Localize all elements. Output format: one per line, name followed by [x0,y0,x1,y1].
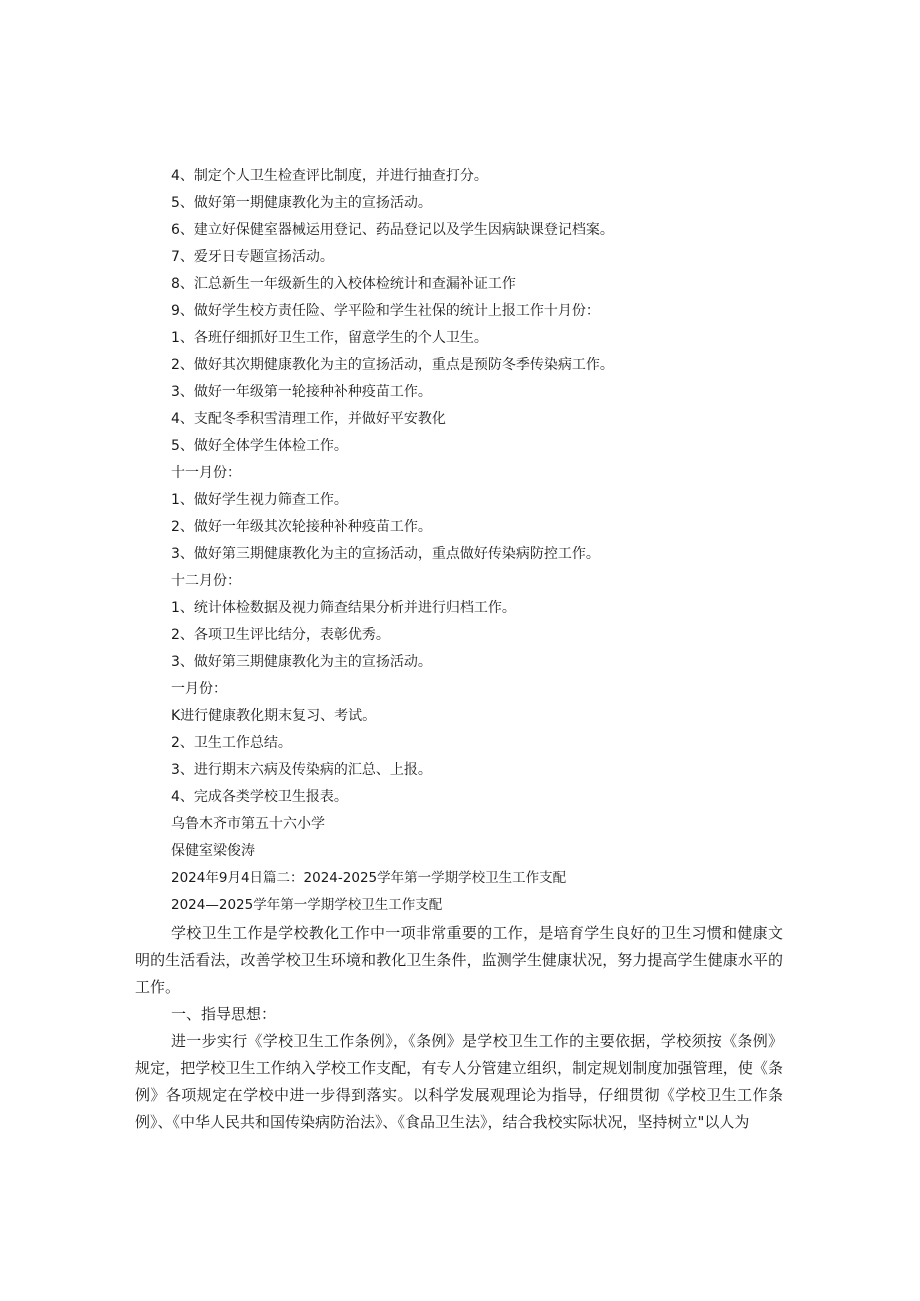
month-heading: 十二月份： [171,573,241,589]
list-item: 7、爱牙日专题宣扬活动。 [171,249,334,265]
list-item: 6、建立好保健室器械运用登记、药品登记以及学生因病缺课登记档案。 [171,222,614,238]
guidance-paragraph: 进一步实行《学校卫生工作条例》，《条例》是学校卫生工作的主要依据，学校须按《条例》规定，把学校卫生工作纳入学校工作支配，有专人分管建立组织，制定规划制度加强管理，使《条例》各项规定在学校中进一步得到落实。以科学发展观理论为指导，仔细贯彻《学校卫生工作条例》、《中华人民共和国传染病防治法》、《食品卫生法》，结合我校实际状况，坚持树立"以人为 [135,1032,783,1131]
list-item: 4、完成各类学校卫生报表。 [171,789,348,805]
author-signature: 保健室梁俊涛 [171,843,255,859]
list-item: 3、做好一年级第一轮接种补种疫苗工作。 [171,384,432,400]
list-item: 4、制定个人卫生检查评比制度，并进行抽查打分。 [171,168,488,184]
date-and-title: 2024年9月4日篇二：2024-2025学年第一学期学校卫生工作支配 [171,870,567,886]
list-item: 8、汇总新生一年级新生的入校体检统计和查漏补证工作 [171,276,516,292]
list-item: 5、做好第一期健康教化为主的宣扬活动。 [171,195,432,211]
intro-paragraph: 学校卫生工作是学校教化工作中一项非常重要的工作，是培育学生良好的卫生习惯和健康文明的生活看法，改善学校卫生环境和教化卫生条件，监测学生健康状况，努力提高学生健康水平的工作。 [135,924,783,996]
school-name: 乌鲁木齐市第五十六小学 [171,816,325,832]
list-item: 5、做好全体学生体检工作。 [171,438,348,454]
month-heading: 一月份： [171,681,227,697]
list-item: 2、各项卫生评比结分，表彰优秀。 [171,627,390,643]
list-item: 3、做好第三期健康教化为主的宣扬活动。 [171,654,432,670]
section-heading: 一、指导思想： [171,1005,277,1023]
list-item: 1、统计体检数据及视力筛查结果分析并进行归档工作。 [171,600,516,616]
list-item: 1、各班仔细抓好卫生工作，留意学生的个人卫生。 [171,330,488,346]
list-item: 3、进行期末六病及传染病的汇总、上报。 [171,762,432,778]
list-item: 9、做好学生校方责任险、学平险和学生社保的统计上报工作十月份： [171,303,600,319]
document-title: 2024—2025学年第一学期学校卫生工作支配 [171,897,443,913]
list-item: 2、卫生工作总结。 [171,735,292,751]
list-item: K进行健康教化期末复习、考试。 [171,708,377,724]
list-item: 2、做好一年级其次轮接种补种疫苗工作。 [171,519,432,535]
list-item: 2、做好其次期健康教化为主的宣扬活动，重点是预防冬季传染病工作。 [171,357,614,373]
list-item: 4、支配冬季积雪清理工作，并做好平安教化 [171,411,446,427]
list-item: 3、做好第三期健康教化为主的宣扬活动，重点做好传染病防控工作。 [171,546,600,562]
month-heading: 十一月份： [171,465,241,481]
list-item: 1、做好学生视力筛查工作。 [171,492,348,508]
